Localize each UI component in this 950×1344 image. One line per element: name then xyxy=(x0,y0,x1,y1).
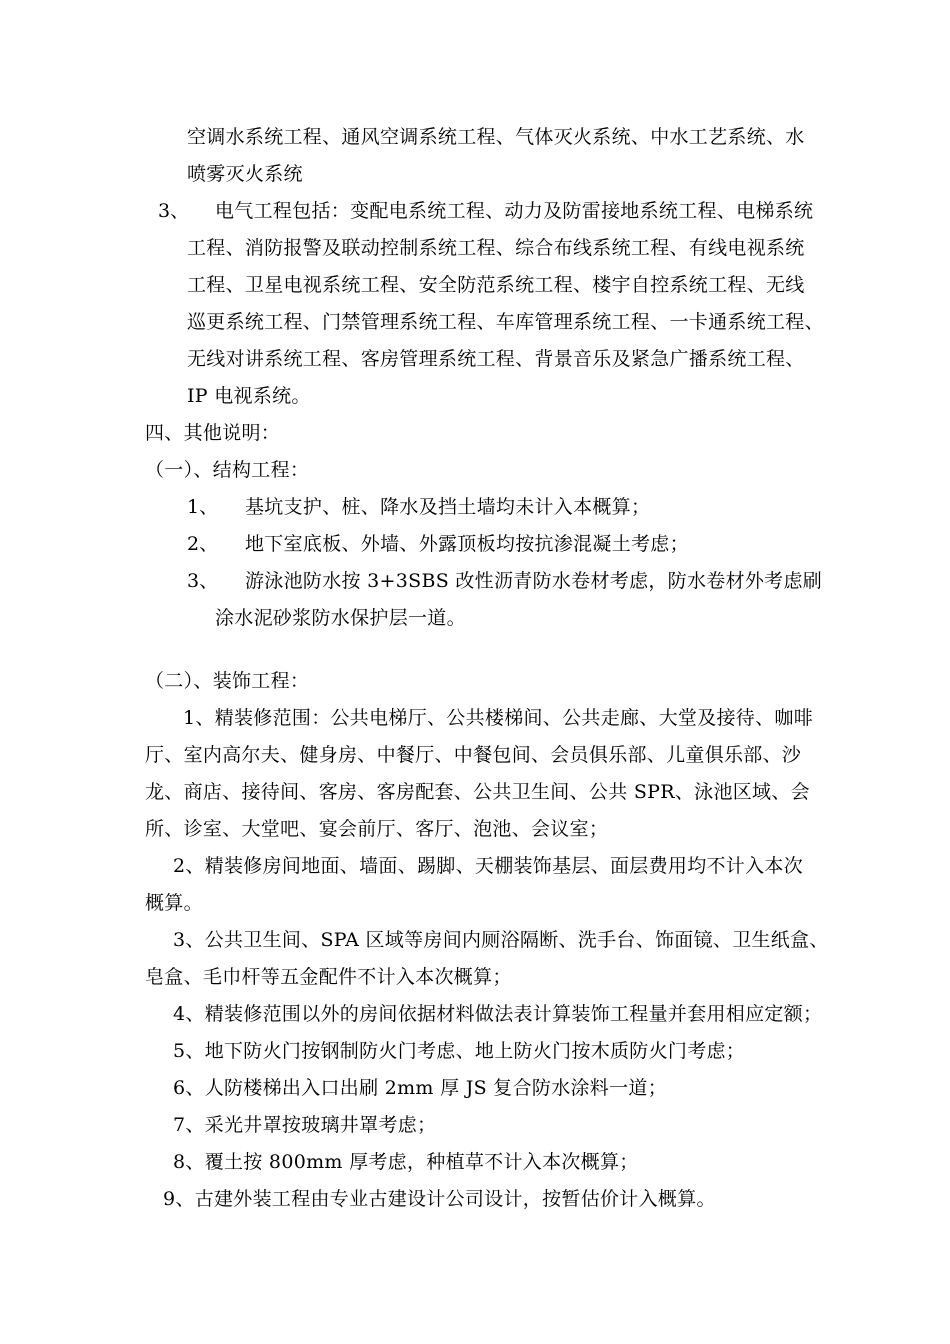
decoration-item-1-line-2: 厅、室内高尔夫、健身房、中餐厅、中餐包间、会员俱乐部、儿童俱乐部、沙 xyxy=(145,744,802,766)
structure-item-3-line-2: 涂水泥砂浆防水保护层一道。 xyxy=(215,607,466,629)
structure-item-3-line-1: 游泳池防水按 3+3SBS 改性沥青防水卷材考虑，防水卷材外考虑刷 xyxy=(245,570,823,592)
structure-item-2-number: 2、 xyxy=(187,533,219,555)
decoration-title: （二）、装饰工程： xyxy=(145,670,310,692)
electrical-line-6: IP 电视系统。 xyxy=(187,385,311,407)
decoration-item-5: 5、地下防火门按钢制防火门考虑、地上防火门按木质防火门考虑； xyxy=(173,1040,746,1062)
structure-item-2: 地下室底板、外墙、外露顶板均按抗渗混凝土考虑； xyxy=(245,533,689,555)
decoration-item-9: 9、古建外装工程由专业古建设计公司设计，按暂估价计入概算。 xyxy=(163,1188,716,1210)
electrical-line-1: 电气工程包括：变配电系统工程、动力及防雷接地系统工程、电梯系统 xyxy=(215,200,814,222)
electrical-line-4: 巡更系统工程、门禁管理系统工程、车库管理系统工程、一卡通系统工程、 xyxy=(187,311,824,333)
decoration-item-1-line-3: 龙、商店、接待间、客房、客房配套、公共卫生间、公共 SPR、泳池区域、会 xyxy=(145,781,810,803)
mech-line-2: 喷雾灭火系统 xyxy=(187,163,303,185)
structure-item-3-number: 3、 xyxy=(187,570,219,592)
mech-line-1: 空调水系统工程、通风空调系统工程、气体灭火系统、中水工艺系统、水 xyxy=(187,126,805,148)
section-4-title: 四、其他说明： xyxy=(145,422,281,444)
decoration-item-3-line-2: 皂盒、毛巾杆等五金配件不计入本次概算； xyxy=(145,966,512,988)
structure-item-1-number: 1、 xyxy=(187,496,219,518)
decoration-item-1-line-1: 1、精装修范围：公共电梯厅、公共楼梯间、公共走廊、大堂及接待、咖啡 xyxy=(183,707,813,729)
decoration-item-6: 6、人防楼梯出入口出刷 2mm 厚 JS 复合防水涂料一道； xyxy=(173,1077,668,1099)
decoration-item-2-line-1: 2、精装修房间地面、墙面、踢脚、天棚装饰基层、面层费用均不计入本次 xyxy=(173,855,803,877)
decoration-item-1-line-4: 所、诊室、大堂吧、宴会前厅、客厅、泡池、会议室； xyxy=(145,818,609,840)
electrical-line-3: 工程、卫星电视系统工程、安全防范系统工程、楼宇自控系统工程、无线 xyxy=(187,274,805,296)
structure-item-1: 基坑支护、桩、降水及挡土墙均未计入本概算； xyxy=(245,496,651,518)
decoration-item-3-line-1: 3、公共卫生间、SPA 区域等房间内厕浴隔断、洗手台、饰面镜、卫生纸盒、 xyxy=(173,929,829,951)
electrical-number: 3、 xyxy=(158,200,190,222)
decoration-item-7: 7、采光井罩按玻璃井罩考虑； xyxy=(173,1114,437,1136)
electrical-line-2: 工程、消防报警及联动控制系统工程、综合布线系统工程、有线电视系统 xyxy=(187,237,805,259)
structure-title: （一）、结构工程： xyxy=(145,459,310,481)
decoration-item-2-line-2: 概算。 xyxy=(145,892,203,914)
decoration-item-4: 4、精装修范围以外的房间依据材料做法表计算装饰工程量并套用相应定额； xyxy=(173,1003,823,1025)
decoration-item-8: 8、覆土按 800mm 厚考虑，种植草不计入本次概算； xyxy=(173,1151,639,1173)
electrical-line-5: 无线对讲系统工程、客房管理系统工程、背景音乐及紧急广播系统工程、 xyxy=(187,348,805,370)
